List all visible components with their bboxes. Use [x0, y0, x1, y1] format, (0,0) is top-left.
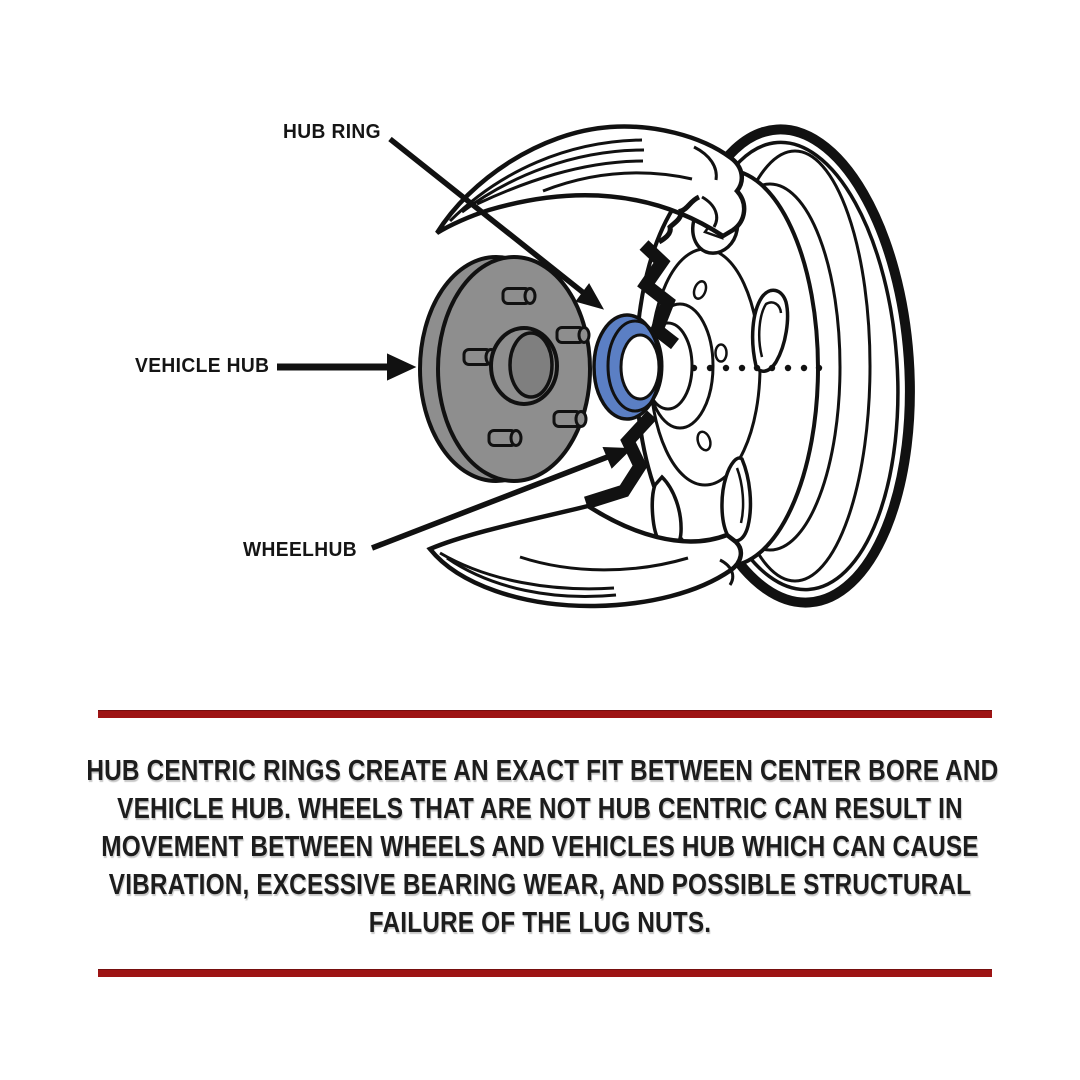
description-line: VEHICLE HUB. WHEELS THAT ARE NOT HUB CENTRIC CAN RESULT IN: [117, 793, 963, 825]
description-text: [86, 752, 999, 942]
hub-ring-label: HUB RING: [283, 121, 382, 143]
description-line: HUB CENTRIC RINGS CREATE AN EXACT FIT BETWEEN CENTER BORE AND: [86, 755, 999, 787]
vehicle-hub-label: VEHICLE HUB: [135, 355, 270, 377]
hub-centric-ring: [594, 315, 662, 419]
top-divider-rule: [98, 710, 992, 718]
description-line: FAILURE OF THE LUG NUTS.: [368, 907, 712, 939]
description-line: MOVEMENT BETWEEN WHEELS AND VEHICLES HUB WHICH CAN CAUSE: [101, 831, 979, 863]
description-line: VIBRATION, EXCESSIVE BEARING WEAR, AND POSSIBLE STRUCTURAL: [108, 869, 972, 901]
vehicle-hub-disc: [420, 257, 590, 481]
wheelhub-label: WHEELHUB: [243, 539, 357, 561]
ring-opening: [621, 335, 659, 399]
center-dotted-line: [691, 365, 822, 371]
bottom-divider-rule: [98, 969, 992, 977]
vehicle-hub-arrow: [277, 355, 414, 379]
hub-center-bore: [510, 333, 552, 397]
